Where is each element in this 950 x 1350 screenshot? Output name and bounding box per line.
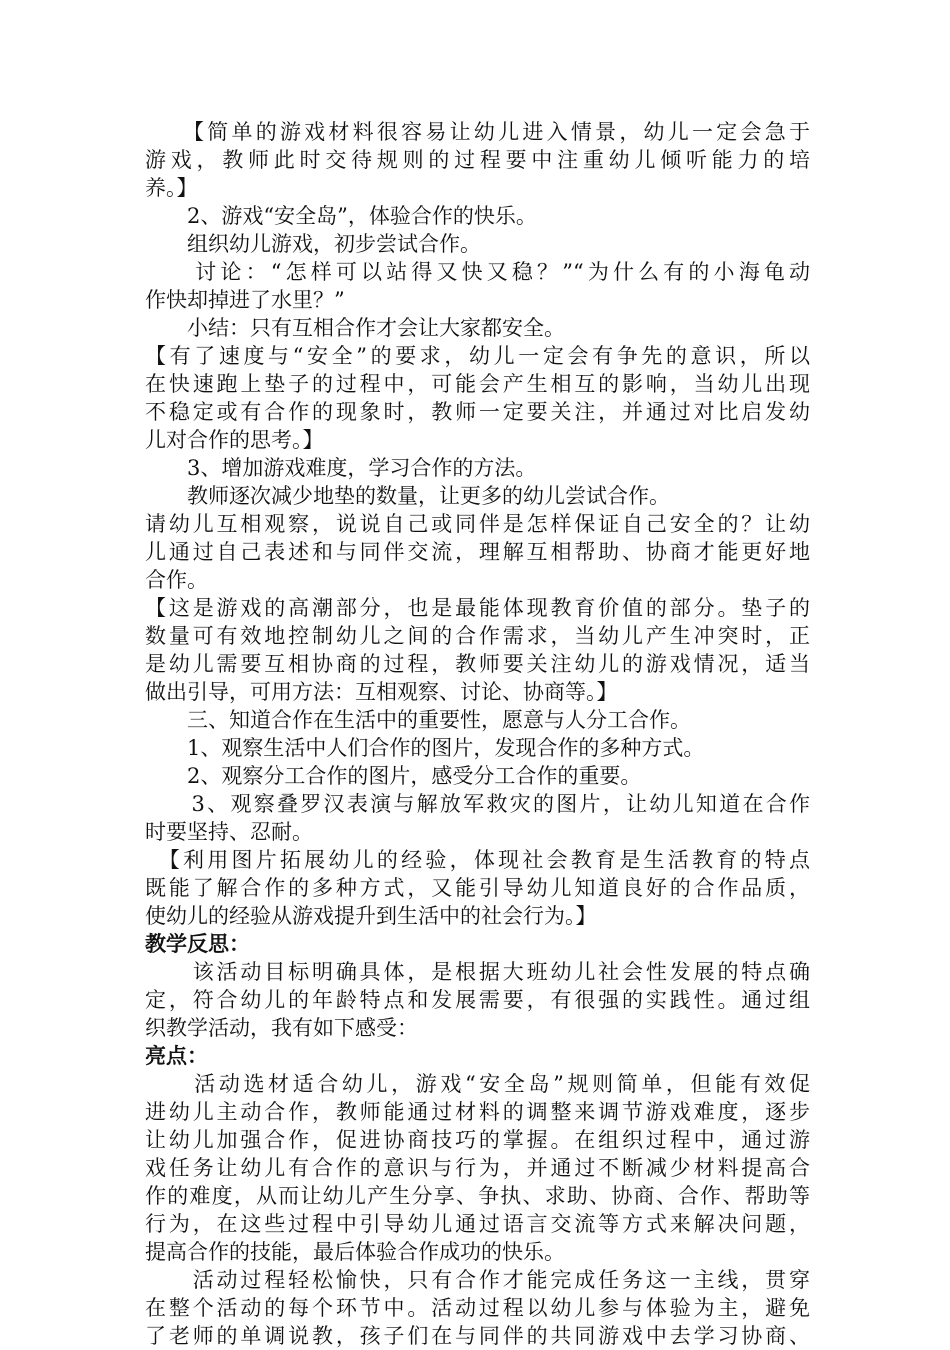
paragraph-line: 提高合作的技能，最后体验合作成功的快乐。 (145, 1240, 565, 1264)
paragraph-line: 时要坚持、忍耐。 (145, 820, 313, 844)
paragraph-line: 小结：只有互相合作才会让大家都安全。 (145, 316, 565, 340)
paragraph-line: 让幼儿加强合作，促进协商技巧的掌握。在组织过程中，通过游 (145, 1128, 810, 1152)
paragraph-line: 3、观察叠罗汉表演与解放军救灾的图片，让幼儿知道在合作 (145, 792, 810, 816)
paragraph-line: 既能了解合作的多种方式，又能引导幼儿知道良好的合作品质， (145, 876, 810, 900)
paragraph-line: 【这是游戏的高潮部分，也是最能体现教育价值的部分。垫子的 (145, 596, 810, 620)
paragraph-line: 活动选材适合幼儿，游戏“安全岛”规则简单，但能有效促 (145, 1072, 810, 1096)
paragraph-line: 作的难度，从而让幼儿产生分享、争执、求助、协商、合作、帮助等 (145, 1184, 810, 1208)
paragraph-line: 养。】 (145, 176, 198, 200)
paragraph-line: 在快速跑上垫子的过程中，可能会产生相互的影响，当幼儿出现 (145, 372, 810, 396)
paragraph-line: 教师逐次减少地垫的数量，让更多的幼儿尝试合作。 (145, 484, 670, 508)
paragraph-line: 【简单的游戏材料很容易让幼儿进入情景，幼儿一定会急于 (145, 120, 810, 144)
paragraph-line: 讨论：“怎样可以站得又快又稳？”“为什么有的小海龟动 (145, 260, 810, 284)
paragraph-line: 在整个活动的每个环节中。活动过程以幼儿参与体验为主，避免 (145, 1296, 810, 1320)
paragraph-line: 该活动目标明确具体，是根据大班幼儿社会性发展的特点确 (145, 960, 810, 984)
paragraph-line: 请幼儿互相观察，说说自己或同伴是怎样保证自己安全的？让幼 (145, 512, 810, 536)
paragraph-line: 了老师的单调说教，孩子们在与同伴的共同游戏中去学习协商、 (145, 1324, 810, 1348)
paragraph-line: 使幼儿的经验从游戏提升到生活中的社会行为。】 (145, 904, 597, 928)
paragraph-line: 定，符合幼儿的年龄特点和发展需要，有很强的实践性。通过组 (145, 988, 810, 1012)
paragraph-line: 儿通过自己表述和与同伴交流，理解互相帮助、协商才能更好地 (145, 540, 810, 564)
paragraph-line: 织教学活动，我有如下感受： (145, 1016, 418, 1040)
paragraph-line: 做出引导，可用方法：互相观察、讨论、协商等。】 (145, 680, 618, 704)
section-heading-line: 三、知道合作在生活中的重要性，愿意与人分工合作。 (145, 708, 691, 732)
paragraph-line: 1、观察生活中人们合作的图片，发现合作的多种方式。 (145, 736, 705, 760)
paragraph-line: 不稳定或有合作的现象时，教师一定要关注，并通过对比启发幼 (145, 400, 810, 424)
paragraph-line: 【有了速度与“安全”的要求，幼儿一定会有争先的意识，所以 (145, 344, 810, 368)
paragraph-line: 进幼儿主动合作，教师能通过材料的调整来调节游戏难度，逐步 (145, 1100, 810, 1124)
paragraph-line: 组织幼儿游戏，初步尝试合作。 (145, 232, 481, 256)
paragraph-line: 儿对合作的思考。】 (145, 428, 324, 452)
paragraph-line: 戏任务让幼儿有合作的意识与行为，并通过不断减少材料提高合 (145, 1156, 810, 1180)
paragraph-line: 3、增加游戏难度，学习合作的方法。 (145, 456, 537, 480)
paragraph-line: 合作。 (145, 568, 208, 592)
reflection-heading: 教学反思： (145, 931, 250, 956)
paragraph-line: 数量可有效地控制幼儿之间的合作需求，当幼儿产生冲突时，正 (145, 624, 810, 648)
paragraph-line: 活动过程轻松愉快，只有合作才能完成任务这一主线，贯穿 (145, 1268, 810, 1292)
paragraph-line: 行为，在这些过程中引导幼儿通过语言交流等方式来解决问题， (145, 1212, 810, 1236)
highlights-heading: 亮点： (145, 1043, 208, 1068)
paragraph-line: 2、观察分工合作的图片，感受分工合作的重要。 (145, 764, 642, 788)
paragraph-line: 2、游戏“安全岛”，体验合作的快乐。 (145, 204, 537, 228)
paragraph-line: 是幼儿需要互相协商的过程，教师要关注幼儿的游戏情况，适当 (145, 652, 810, 676)
paragraph-line: 作快却掉进了水里？” (145, 288, 345, 312)
paragraph-line: 【利用图片拓展幼儿的经验，体现社会教育是生活教育的特点 (145, 848, 810, 872)
paragraph-line: 游戏，教师此时交待规则的过程要中注重幼儿倾听能力的培 (145, 148, 810, 172)
